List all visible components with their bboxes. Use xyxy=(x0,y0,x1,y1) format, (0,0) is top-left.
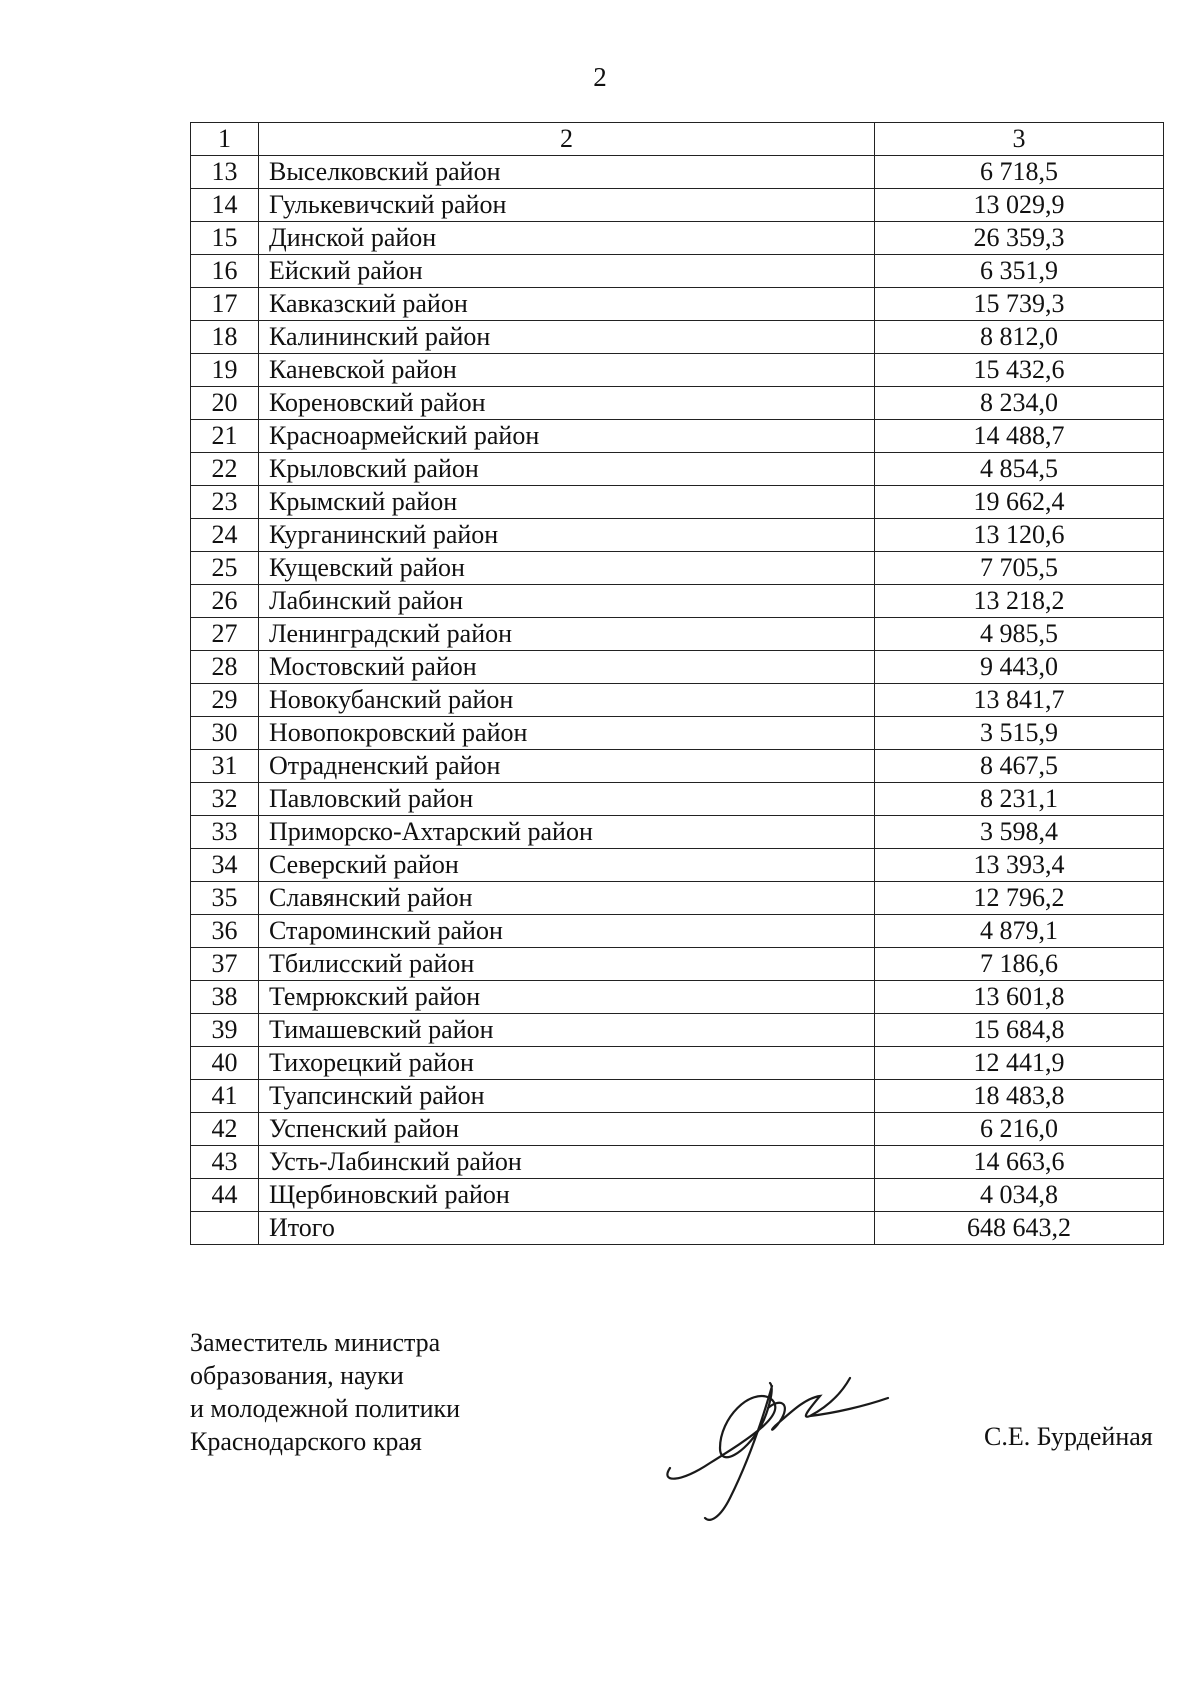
amount-cell: 13 601,8 xyxy=(875,981,1164,1014)
total-row xyxy=(191,1212,1164,1245)
row-number-cell: 19 xyxy=(191,354,259,387)
row-number-cell: 32 xyxy=(191,783,259,816)
table-row xyxy=(191,915,1164,948)
district-name-cell: Темрюкский район xyxy=(259,981,875,1014)
row-number-cell: 28 xyxy=(191,651,259,684)
table-row xyxy=(191,519,1164,552)
amount-cell: 14 488,7 xyxy=(875,420,1164,453)
amount-cell: 13 120,6 xyxy=(875,519,1164,552)
table-row xyxy=(191,189,1164,222)
table-row xyxy=(191,783,1164,816)
row-number-cell: 30 xyxy=(191,717,259,750)
data-table xyxy=(190,122,1164,1245)
amount-cell: 15 739,3 xyxy=(875,288,1164,321)
position-line: Краснодарского края xyxy=(190,1427,422,1456)
district-name-cell: Приморско-Ахтарский район xyxy=(259,816,875,849)
district-name-cell: Каневской район xyxy=(259,354,875,387)
row-number-cell: 40 xyxy=(191,1047,259,1080)
amount-cell: 3 515,9 xyxy=(875,717,1164,750)
table-row xyxy=(191,222,1164,255)
table-row xyxy=(191,585,1164,618)
table-row xyxy=(191,420,1164,453)
position-line: Заместитель министра xyxy=(190,1328,441,1357)
row-number-cell: 18 xyxy=(191,321,259,354)
table-row xyxy=(191,882,1164,915)
row-number-cell: 23 xyxy=(191,486,259,519)
district-name-cell: Новопокровский район xyxy=(259,717,875,750)
row-number-cell: 20 xyxy=(191,387,259,420)
row-number-cell: 16 xyxy=(191,255,259,288)
handwritten-signature xyxy=(650,1358,940,1528)
row-number-cell: 13 xyxy=(191,156,259,189)
row-number-cell: 33 xyxy=(191,816,259,849)
district-name-cell: Динской район xyxy=(259,222,875,255)
amount-cell: 18 483,8 xyxy=(875,1080,1164,1113)
district-name-cell: Павловский район xyxy=(259,783,875,816)
district-name-cell: Калининский район xyxy=(259,321,875,354)
table-row xyxy=(191,1047,1164,1080)
district-name-cell: Мостовский район xyxy=(259,651,875,684)
district-name-cell: Славянский район xyxy=(259,882,875,915)
row-number-cell: 22 xyxy=(191,453,259,486)
row-number-cell: 17 xyxy=(191,288,259,321)
amount-cell: 13 393,4 xyxy=(875,849,1164,882)
column-header-3: 3 xyxy=(875,123,1164,156)
total-label-cell: Итого xyxy=(259,1212,875,1245)
district-name-cell: Усть-Лабинский район xyxy=(259,1146,875,1179)
table-row xyxy=(191,552,1164,585)
row-number-cell: 14 xyxy=(191,189,259,222)
amount-cell: 19 662,4 xyxy=(875,486,1164,519)
table-row xyxy=(191,156,1164,189)
district-name-cell: Туапсинский район xyxy=(259,1080,875,1113)
district-name-cell: Крымский район xyxy=(259,486,875,519)
signer-name: С.Е. Бурдейная xyxy=(984,1422,1153,1451)
amount-cell: 8 812,0 xyxy=(875,321,1164,354)
table-row xyxy=(191,255,1164,288)
table-row xyxy=(191,717,1164,750)
amount-cell: 4 854,5 xyxy=(875,453,1164,486)
table-row xyxy=(191,1179,1164,1212)
row-number-cell: 37 xyxy=(191,948,259,981)
amount-cell: 8 467,5 xyxy=(875,750,1164,783)
amount-cell: 7 186,6 xyxy=(875,948,1164,981)
district-name-cell: Курганинский район xyxy=(259,519,875,552)
row-number-cell: 34 xyxy=(191,849,259,882)
signature-block xyxy=(190,1326,460,1458)
row-number-cell: 25 xyxy=(191,552,259,585)
total-number-cell xyxy=(191,1212,259,1245)
amount-cell: 13 218,2 xyxy=(875,585,1164,618)
amount-cell: 13 841,7 xyxy=(875,684,1164,717)
district-name-cell: Кущевский район xyxy=(259,552,875,585)
amount-cell: 9 443,0 xyxy=(875,651,1164,684)
table-row xyxy=(191,453,1164,486)
table-row xyxy=(191,321,1164,354)
row-number-cell: 15 xyxy=(191,222,259,255)
table-row xyxy=(191,387,1164,420)
table-row xyxy=(191,1146,1164,1179)
row-number-cell: 26 xyxy=(191,585,259,618)
district-name-cell: Тимашевский район xyxy=(259,1014,875,1047)
table-row xyxy=(191,816,1164,849)
table-row xyxy=(191,651,1164,684)
district-name-cell: Щербиновский район xyxy=(259,1179,875,1212)
amount-cell: 14 663,6 xyxy=(875,1146,1164,1179)
amount-cell: 4 034,8 xyxy=(875,1179,1164,1212)
district-name-cell: Кавказский район xyxy=(259,288,875,321)
row-number-cell: 44 xyxy=(191,1179,259,1212)
amount-cell: 7 705,5 xyxy=(875,552,1164,585)
district-name-cell: Тихорецкий район xyxy=(259,1047,875,1080)
district-name-cell: Тбилисский район xyxy=(259,948,875,981)
district-name-cell: Староминский район xyxy=(259,915,875,948)
amount-cell: 4 879,1 xyxy=(875,915,1164,948)
row-number-cell: 35 xyxy=(191,882,259,915)
district-name-cell: Выселковский район xyxy=(259,156,875,189)
district-name-cell: Гулькевичский район xyxy=(259,189,875,222)
row-number-cell: 21 xyxy=(191,420,259,453)
table-row xyxy=(191,1014,1164,1047)
district-name-cell: Успенский район xyxy=(259,1113,875,1146)
amount-cell: 8 231,1 xyxy=(875,783,1164,816)
row-number-cell: 27 xyxy=(191,618,259,651)
amount-cell: 12 441,9 xyxy=(875,1047,1164,1080)
row-number-cell: 31 xyxy=(191,750,259,783)
table-row xyxy=(191,1080,1164,1113)
row-number-cell: 39 xyxy=(191,1014,259,1047)
row-number-cell: 43 xyxy=(191,1146,259,1179)
amount-cell: 3 598,4 xyxy=(875,816,1164,849)
amount-cell: 26 359,3 xyxy=(875,222,1164,255)
column-header-1: 1 xyxy=(191,123,259,156)
table-row xyxy=(191,849,1164,882)
total-amount-cell: 648 643,2 xyxy=(875,1212,1164,1245)
district-name-cell: Ленинградский район xyxy=(259,618,875,651)
row-number-cell: 36 xyxy=(191,915,259,948)
amount-cell: 13 029,9 xyxy=(875,189,1164,222)
district-name-cell: Ейский район xyxy=(259,255,875,288)
amount-cell: 6 718,5 xyxy=(875,156,1164,189)
amount-cell: 15 684,8 xyxy=(875,1014,1164,1047)
amount-cell: 12 796,2 xyxy=(875,882,1164,915)
table-row xyxy=(191,288,1164,321)
district-name-cell: Северский район xyxy=(259,849,875,882)
amount-cell: 15 432,6 xyxy=(875,354,1164,387)
column-header-2: 2 xyxy=(259,123,875,156)
row-number-cell: 29 xyxy=(191,684,259,717)
table-row xyxy=(191,948,1164,981)
position-line: образования, науки xyxy=(190,1361,404,1390)
amount-cell: 4 985,5 xyxy=(875,618,1164,651)
district-name-cell: Отрадненский район xyxy=(259,750,875,783)
row-number-cell: 24 xyxy=(191,519,259,552)
amount-cell: 6 216,0 xyxy=(875,1113,1164,1146)
amount-cell: 6 351,9 xyxy=(875,255,1164,288)
row-number-cell: 42 xyxy=(191,1113,259,1146)
table-row xyxy=(191,750,1164,783)
row-number-cell: 38 xyxy=(191,981,259,1014)
district-name-cell: Кореновский район xyxy=(259,387,875,420)
table-row xyxy=(191,486,1164,519)
table-row xyxy=(191,684,1164,717)
district-name-cell: Новокубанский район xyxy=(259,684,875,717)
position-line: и молодежной политики xyxy=(190,1394,461,1423)
district-name-cell: Лабинский район xyxy=(259,585,875,618)
table-row xyxy=(191,618,1164,651)
amount-cell: 8 234,0 xyxy=(875,387,1164,420)
row-number-cell: 41 xyxy=(191,1080,259,1113)
page-number: 2 xyxy=(593,62,607,92)
table-row xyxy=(191,354,1164,387)
table-header-row xyxy=(191,123,1164,156)
district-name-cell: Крыловский район xyxy=(259,453,875,486)
district-name-cell: Красноармейский район xyxy=(259,420,875,453)
table-row xyxy=(191,1113,1164,1146)
table-row xyxy=(191,981,1164,1014)
